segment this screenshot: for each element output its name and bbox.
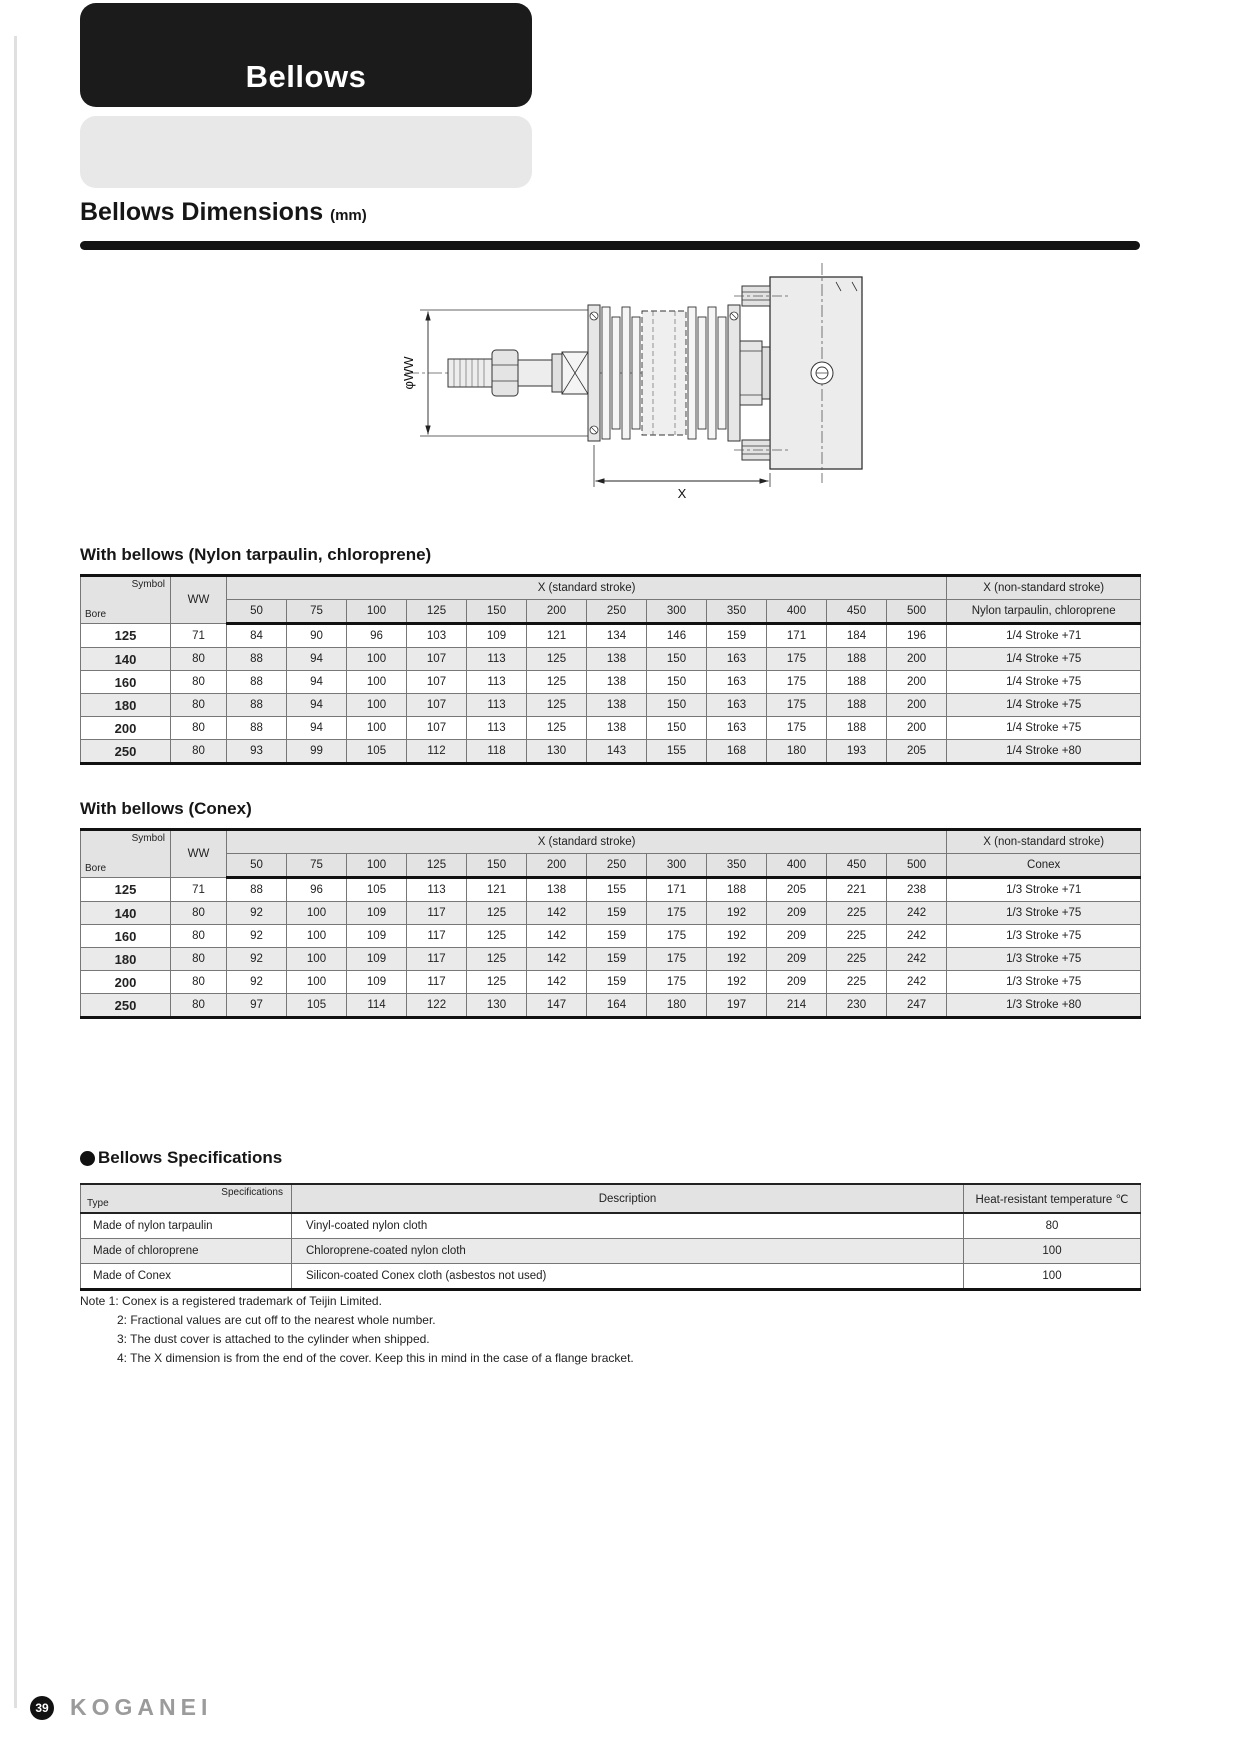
stroke-col-header: 500 [887,854,947,878]
note-line: 2: Fractional values are cut off to the nearest whole number. [117,1313,436,1327]
ww-cell: 80 [171,717,227,740]
table-row [81,902,1141,925]
stroke-value-cell: 122 [407,994,467,1018]
stroke-value-cell: 118 [467,740,527,764]
ww-header: WW [171,576,227,624]
spec-temperature-cell: 80 [964,1213,1141,1239]
conex-table-title: With bellows (Conex) [80,799,252,818]
stroke-value-cell: 214 [767,994,827,1018]
stroke-value-cell: 242 [887,902,947,925]
ww-cell: 80 [171,994,227,1018]
stroke-value-cell: 142 [527,925,587,948]
stroke-value-cell: 164 [587,994,647,1018]
stroke-value-cell: 159 [707,624,767,648]
stroke-value-cell: 171 [767,624,827,648]
stroke-value-cell: 192 [707,902,767,925]
stroke-value-cell: 100 [287,971,347,994]
subtitle-banner [80,116,532,188]
koganei-logo: KOGANEI [70,1694,213,1720]
stroke-value-cell: 196 [887,624,947,648]
stroke-value-cell: 134 [587,624,647,648]
ww-header: WW [171,830,227,878]
stroke-value-cell: 97 [227,994,287,1018]
heat-resistant-header: Heat-resistant temperature ℃ [964,1184,1141,1213]
stroke-value-cell: 188 [827,694,887,717]
ww-cell: 80 [171,971,227,994]
specs-corner-cell [81,1184,292,1213]
stroke-value-cell: 113 [467,717,527,740]
specs-heading [80,1148,282,1168]
specs-title: Bellows Specifications [98,1148,283,1167]
stroke-value-cell: 109 [347,948,407,971]
stroke-value-cell: 109 [347,971,407,994]
stroke-col-header: 450 [827,600,887,624]
spec-description-cell: Silicon-coated Conex cloth (asbestos not used) [292,1264,964,1290]
stroke-value-cell: 150 [647,648,707,671]
note-line: 3: The dust cover is attached to the cylinder when shipped. [117,1332,430,1346]
spec-row [81,1264,1141,1290]
stroke-value-cell: 163 [707,694,767,717]
stroke-value-cell: 138 [587,648,647,671]
stroke-value-cell: 99 [287,740,347,764]
stroke-value-cell: 96 [287,878,347,902]
specs-corner-top-label: Specifications [221,1187,283,1198]
stroke-value-cell: 159 [587,948,647,971]
stroke-value-cell: 112 [407,740,467,764]
stroke-col-header: 200 [527,600,587,624]
stroke-value-cell: 180 [647,994,707,1018]
stroke-value-cell: 209 [767,925,827,948]
nonstd-stroke-cell: 1/4 Stroke +71 [947,624,1141,648]
stroke-value-cell: 163 [707,648,767,671]
stroke-value-cell: 121 [527,624,587,648]
stroke-value-cell: 117 [407,948,467,971]
stroke-value-cell: 100 [287,925,347,948]
ww-cell: 80 [171,925,227,948]
stroke-value-cell: 113 [407,878,467,902]
stroke-value-cell: 138 [527,878,587,902]
stroke-value-cell: 180 [767,740,827,764]
stroke-value-cell: 150 [647,717,707,740]
specs-table [80,1183,1141,1291]
spec-type-cell: Made of Conex [81,1264,292,1290]
stroke-value-cell: 155 [587,878,647,902]
stroke-value-cell: 192 [707,925,767,948]
stroke-value-cell: 225 [827,971,887,994]
spec-description-cell: Chloroprene-coated nylon cloth [292,1239,964,1264]
bore-cell: 125 [81,624,171,648]
stroke-value-cell: 105 [287,994,347,1018]
stroke-value-cell: 88 [227,878,287,902]
nonstd-stroke-cell: 1/3 Stroke +75 [947,971,1141,994]
nonstd-stroke-cell: 1/4 Stroke +75 [947,694,1141,717]
stroke-value-cell: 175 [647,971,707,994]
nonstd-stroke-cell: 1/4 Stroke +75 [947,717,1141,740]
bore-cell: 250 [81,994,171,1018]
spec-description-cell: Vinyl-coated nylon cloth [292,1213,964,1239]
stroke-value-cell: 200 [887,694,947,717]
stroke-value-cell: 188 [827,717,887,740]
corner-bore-label: Bore [85,863,107,874]
note-line: 4: The X dimension is from the end of the cover. Keep this in mind in the case of a flange bracket. [117,1351,634,1365]
nylon-table-title: With bellows (Nylon tarpaulin, chloroprene) [80,545,432,564]
stroke-value-cell: 188 [827,648,887,671]
stroke-value-cell: 107 [407,671,467,694]
stroke-value-cell: 209 [767,971,827,994]
stroke-value-cell: 225 [827,925,887,948]
stroke-value-cell: 109 [347,925,407,948]
drawing-svg [390,255,890,500]
stroke-col-header: 400 [767,854,827,878]
stroke-value-cell: 125 [467,925,527,948]
stroke-value-cell: 155 [647,740,707,764]
nonstandard-material-header: Conex [947,854,1141,878]
section-heading: Bellows Dimensions (mm) [80,198,367,226]
stroke-col-header: 150 [467,854,527,878]
stroke-value-cell: 103 [407,624,467,648]
nylon-dimensions-table [80,574,1141,765]
ww-cell: 80 [171,740,227,764]
stroke-value-cell: 125 [527,717,587,740]
stroke-value-cell: 150 [647,694,707,717]
stroke-value-cell: 209 [767,902,827,925]
stroke-value-cell: 200 [887,671,947,694]
stroke-value-cell: 159 [587,971,647,994]
stroke-col-header: 100 [347,600,407,624]
stroke-value-cell: 125 [467,971,527,994]
stroke-col-header: 250 [587,854,647,878]
stroke-value-cell: 147 [527,994,587,1018]
stroke-value-cell: 138 [587,671,647,694]
stroke-value-cell: 138 [587,717,647,740]
specs-corner-bottom-label: Type [87,1198,109,1209]
stroke-col-header: 75 [287,600,347,624]
stroke-value-cell: 221 [827,878,887,902]
stroke-value-cell: 117 [407,902,467,925]
stroke-value-cell: 105 [347,740,407,764]
stroke-value-cell: 88 [227,717,287,740]
stroke-value-cell: 94 [287,717,347,740]
spec-temperature-cell: 100 [964,1264,1141,1290]
table-row [81,717,1141,740]
page-title: Bellows [245,59,367,94]
stroke-value-cell: 92 [227,971,287,994]
stroke-value-cell: 171 [647,878,707,902]
stroke-value-cell: 175 [767,671,827,694]
corner-header-cell [81,830,171,878]
stroke-value-cell: 100 [347,648,407,671]
stroke-value-cell: 146 [647,624,707,648]
note-line: Note 1: Conex is a registered trademark of Teijin Limited. [80,1294,382,1308]
stroke-col-header: 75 [287,854,347,878]
stroke-value-cell: 163 [707,717,767,740]
nonstd-stroke-cell: 1/3 Stroke +75 [947,925,1141,948]
stroke-value-cell: 168 [707,740,767,764]
stroke-value-cell: 100 [347,671,407,694]
bore-cell: 140 [81,648,171,671]
nonstandard-stroke-header: X (non-standard stroke) [947,576,1141,600]
bore-cell: 180 [81,694,171,717]
stroke-value-cell: 92 [227,925,287,948]
stroke-col-header: 450 [827,854,887,878]
stroke-col-header: 300 [647,600,707,624]
stroke-value-cell: 159 [587,925,647,948]
spec-temperature-cell: 100 [964,1239,1141,1264]
nonstd-stroke-cell: 1/3 Stroke +75 [947,902,1141,925]
stroke-value-cell: 90 [287,624,347,648]
stroke-col-header: 250 [587,600,647,624]
stroke-value-cell: 142 [527,902,587,925]
stroke-value-cell: 205 [767,878,827,902]
table-row [81,624,1141,648]
bore-cell: 125 [81,878,171,902]
stroke-value-cell: 150 [647,671,707,694]
stroke-value-cell: 175 [767,648,827,671]
ww-cell: 80 [171,948,227,971]
stroke-col-header: 100 [347,854,407,878]
stroke-value-cell: 125 [527,694,587,717]
table-row [81,878,1141,902]
stroke-value-cell: 188 [707,878,767,902]
stroke-col-header: 350 [707,854,767,878]
nonstd-stroke-cell: 1/4 Stroke +75 [947,671,1141,694]
ww-cell: 80 [171,694,227,717]
cylinder-bellows-drawing [390,255,890,500]
corner-symbol-label: Symbol [131,579,165,590]
ww-cell: 71 [171,624,227,648]
stroke-value-cell: 100 [347,717,407,740]
bullet-icon [80,1151,95,1166]
table-row [81,994,1141,1018]
stroke-value-cell: 125 [527,648,587,671]
dim-diameter-label: φWW [401,356,416,390]
stroke-value-cell: 94 [287,671,347,694]
stroke-value-cell: 242 [887,925,947,948]
page-number-badge: 39 [30,1696,54,1720]
nonstd-stroke-cell: 1/3 Stroke +80 [947,994,1141,1018]
stroke-col-header: 50 [227,600,287,624]
stroke-value-cell: 175 [647,902,707,925]
stroke-col-header: 50 [227,854,287,878]
stroke-value-cell: 209 [767,948,827,971]
table-row [81,648,1141,671]
nonstd-stroke-cell: 1/4 Stroke +75 [947,648,1141,671]
stroke-value-cell: 163 [707,671,767,694]
table-row [81,925,1141,948]
stroke-col-header: 200 [527,854,587,878]
notes-block [80,1292,634,1368]
stroke-value-cell: 225 [827,948,887,971]
ww-cell: 80 [171,671,227,694]
bore-cell: 200 [81,717,171,740]
corner-header-cell [81,576,171,624]
table-row [81,671,1141,694]
stroke-value-cell: 138 [587,694,647,717]
stroke-value-cell: 105 [347,878,407,902]
nonstandard-stroke-header: X (non-standard stroke) [947,830,1141,854]
stroke-value-cell: 96 [347,624,407,648]
stroke-value-cell: 193 [827,740,887,764]
stroke-value-cell: 109 [467,624,527,648]
stroke-value-cell: 125 [467,948,527,971]
stroke-value-cell: 142 [527,948,587,971]
stroke-value-cell: 117 [407,925,467,948]
stroke-value-cell: 175 [647,948,707,971]
stroke-value-cell: 242 [887,948,947,971]
stroke-value-cell: 175 [767,717,827,740]
ww-cell: 80 [171,648,227,671]
ww-cell: 80 [171,902,227,925]
table-row [81,694,1141,717]
stroke-value-cell: 113 [467,671,527,694]
stroke-value-cell: 92 [227,948,287,971]
stroke-value-cell: 100 [347,694,407,717]
stroke-value-cell: 143 [587,740,647,764]
stroke-value-cell: 113 [467,694,527,717]
stroke-value-cell: 107 [407,648,467,671]
spec-row [81,1239,1141,1264]
ww-cell: 71 [171,878,227,902]
table-row [81,948,1141,971]
stroke-col-header: 350 [707,600,767,624]
stroke-col-header: 500 [887,600,947,624]
stroke-value-cell: 84 [227,624,287,648]
stroke-value-cell: 142 [527,971,587,994]
stroke-value-cell: 130 [467,994,527,1018]
nonstandard-material-header: Nylon tarpaulin, chloroprene [947,600,1141,624]
table-row [81,971,1141,994]
bore-cell: 250 [81,740,171,764]
stroke-value-cell: 130 [527,740,587,764]
stroke-col-header: 150 [467,600,527,624]
stroke-col-header: 125 [407,854,467,878]
nonstd-stroke-cell: 1/4 Stroke +80 [947,740,1141,764]
corner-bore-label: Bore [85,609,107,620]
stroke-value-cell: 184 [827,624,887,648]
spec-type-cell: Made of nylon tarpaulin [81,1213,292,1239]
stroke-value-cell: 114 [347,994,407,1018]
bore-cell: 160 [81,671,171,694]
stroke-value-cell: 92 [227,902,287,925]
stroke-col-header: 400 [767,600,827,624]
title-banner [80,3,532,107]
bore-cell: 180 [81,948,171,971]
standard-stroke-header: X (standard stroke) [227,830,947,854]
conex-dimensions-table [80,828,1141,1019]
stroke-value-cell: 200 [887,648,947,671]
stroke-value-cell: 113 [467,648,527,671]
stroke-value-cell: 200 [887,717,947,740]
stroke-value-cell: 188 [827,671,887,694]
stroke-value-cell: 238 [887,878,947,902]
bore-cell: 140 [81,902,171,925]
stroke-value-cell: 159 [587,902,647,925]
stroke-value-cell: 94 [287,648,347,671]
stroke-value-cell: 192 [707,971,767,994]
stroke-value-cell: 88 [227,694,287,717]
stroke-value-cell: 107 [407,717,467,740]
stroke-value-cell: 175 [767,694,827,717]
standard-stroke-header: X (standard stroke) [227,576,947,600]
table-row [81,740,1141,764]
stroke-value-cell: 205 [887,740,947,764]
stroke-value-cell: 230 [827,994,887,1018]
stroke-value-cell: 225 [827,902,887,925]
stroke-col-header: 125 [407,600,467,624]
stroke-value-cell: 117 [407,971,467,994]
bore-cell: 200 [81,971,171,994]
stroke-value-cell: 247 [887,994,947,1018]
stroke-col-header: 300 [647,854,707,878]
stroke-value-cell: 125 [467,902,527,925]
stroke-value-cell: 121 [467,878,527,902]
stroke-value-cell: 88 [227,671,287,694]
bore-cell: 160 [81,925,171,948]
spec-type-cell: Made of chloroprene [81,1239,292,1264]
nonstd-stroke-cell: 1/3 Stroke +71 [947,878,1141,902]
stroke-value-cell: 197 [707,994,767,1018]
description-header: Description [292,1184,964,1213]
stroke-value-cell: 107 [407,694,467,717]
section-title: Bellows Dimensions [80,198,324,226]
stroke-value-cell: 88 [227,648,287,671]
stroke-value-cell: 109 [347,902,407,925]
stroke-value-cell: 100 [287,902,347,925]
stroke-value-cell: 175 [647,925,707,948]
stroke-value-cell: 93 [227,740,287,764]
dim-length-label: X [677,486,687,500]
nonstd-stroke-cell: 1/3 Stroke +75 [947,948,1141,971]
stroke-value-cell: 192 [707,948,767,971]
stroke-value-cell: 94 [287,694,347,717]
page-edge-shadow [14,36,17,1708]
stroke-value-cell: 242 [887,971,947,994]
stroke-value-cell: 125 [527,671,587,694]
corner-symbol-label: Symbol [131,833,165,844]
spec-row [81,1213,1141,1239]
section-divider-bar [80,241,1140,250]
page-footer [30,1694,212,1721]
stroke-value-cell: 100 [287,948,347,971]
